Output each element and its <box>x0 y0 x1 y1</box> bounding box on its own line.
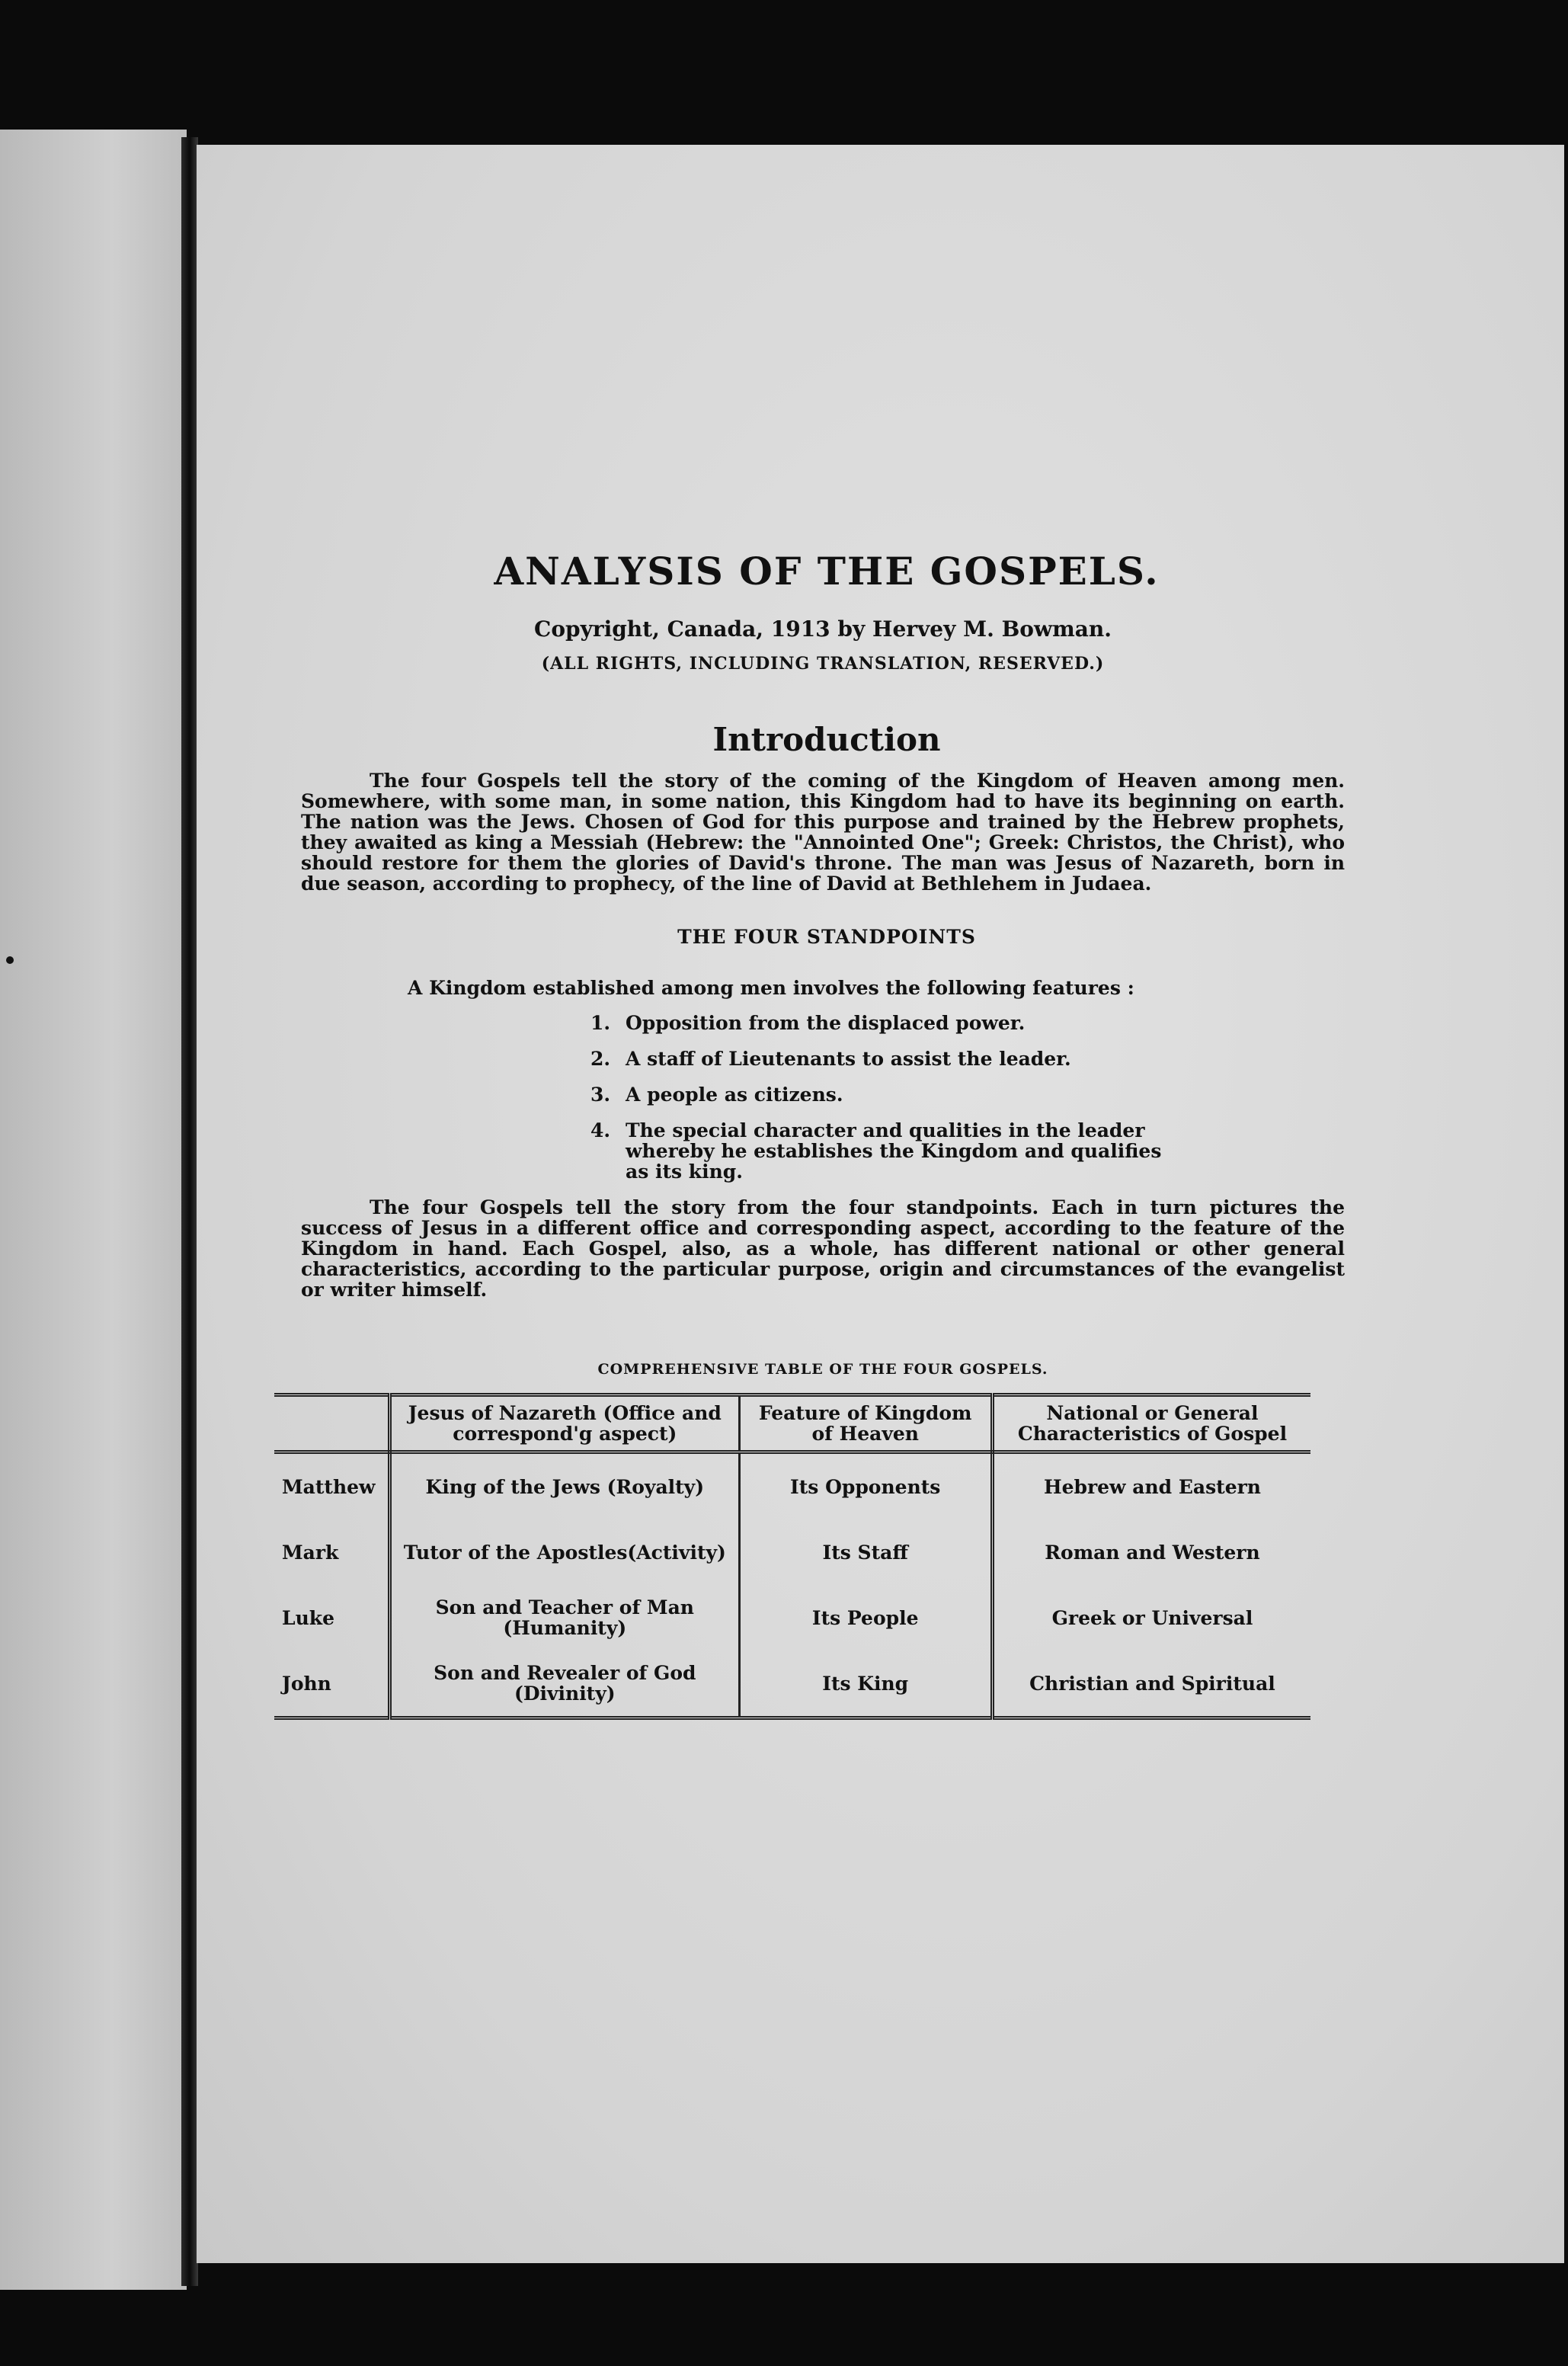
table-header-row <box>274 1395 1310 1452</box>
table-row <box>274 1650 1310 1718</box>
speck <box>6 956 14 964</box>
list-item <box>590 1049 1170 1069</box>
list-text: A people as citizens. <box>626 1084 843 1106</box>
table-cell: King of the Jews (Royalty) <box>390 1452 739 1520</box>
copyright-line: Copyright, Canada, 1913 by Hervey M. Bowman. <box>534 616 1112 642</box>
table-row <box>274 1519 1310 1585</box>
list-number: 3. <box>590 1084 611 1106</box>
list-number: 4. <box>590 1119 611 1141</box>
list-text: A staff of Lieutenants to assist the leader. <box>626 1048 1071 1070</box>
introduction-text: The four Gospels tell the story of the coming of the Kingdom of Heaven among men. Somewhere, with some man, in some nation, this Kingdom had to have its beginning on earth. The nation was the Jews. Chosen of God for this purpose and trained by the Hebrew prophets, they awaited as king a Messiah (Hebrew: the "Annointed One"; Greek: Christos, the Christ), who should restore for them the glories of David's throne. The man was Jesus of Nazareth, born in due season, according to prophecy, of the line of David at Bethlehem in Judaea. <box>301 770 1345 895</box>
list-number: 2. <box>590 1048 611 1070</box>
table-header-cell: Jesus of Nazareth (Office and correspond'g aspect) <box>390 1395 739 1452</box>
table-cell: Matthew <box>274 1452 390 1520</box>
document-title: ANALYSIS OF THE GOSPELS. <box>494 549 1160 594</box>
gospels-table <box>274 1393 1310 1720</box>
table-cell: Its Staff <box>739 1519 992 1585</box>
features-list <box>590 1013 1170 1182</box>
table-cell: Luke <box>274 1585 390 1650</box>
standpoints-paragraph <box>301 1197 1345 1300</box>
left-page-edge <box>0 130 187 2290</box>
table-cell: Son and Revealer of God (Divinity) <box>390 1650 739 1718</box>
list-text: The special character and qualities in the leader whereby he establishes the Kingdom and qualifies as its king. <box>626 1119 1162 1183</box>
introduction-heading: Introduction <box>712 721 941 758</box>
list-text: Opposition from the displaced power. <box>626 1012 1026 1034</box>
gospels-table-wrap <box>274 1393 1310 1720</box>
table-cell: Its People <box>739 1585 992 1650</box>
table-cell: Greek or Universal <box>1051 1606 1253 1629</box>
table-header-cell <box>274 1395 390 1452</box>
list-item <box>590 1120 1170 1182</box>
features-intro: A Kingdom established among men involves the following features : <box>408 977 1134 999</box>
introduction-paragraph <box>301 770 1345 894</box>
table-caption: COMPREHENSIVE TABLE OF THE FOUR GOSPELS. <box>597 1361 1048 1378</box>
list-item <box>590 1013 1170 1033</box>
book-spine <box>181 137 198 2286</box>
list-number: 1. <box>590 1012 611 1034</box>
table-cell: John <box>274 1650 390 1718</box>
table-cell: Hebrew and Eastern <box>1043 1475 1261 1498</box>
table-header-cell: National or General Characteristics of Gospel <box>992 1395 1310 1452</box>
table-cell: Roman and Western <box>1045 1541 1260 1564</box>
table-cell: Its Opponents <box>739 1452 992 1520</box>
table-cell: Tutor of the Apostles(Activity) <box>390 1519 739 1585</box>
table-cell: Its King <box>739 1650 992 1718</box>
table-row <box>274 1452 1310 1520</box>
standpoints-text: The four Gospels tell the story from the four standpoints. Each in turn pictures the success of Jesus in a different office and corresponding aspect, according to the feature of the Kingdom in hand. Each Gospel, also, as a whole, has different national or other general characteristics, according to the particular purpose, origin and circumstances of the evangelist or writer himself. <box>301 1196 1345 1301</box>
table-cell: Mark <box>274 1519 390 1585</box>
table-header-cell: Feature of Kingdom of Heaven <box>739 1395 992 1452</box>
list-item <box>590 1084 1170 1105</box>
table-cell: Christian and Spiritual <box>1029 1672 1275 1695</box>
page-content <box>278 549 1345 1720</box>
table-cell: Son and Teacher of Man (Humanity) <box>390 1585 739 1650</box>
rights-line: (ALL RIGHTS, INCLUDING TRANSLATION, RESERVED.) <box>541 654 1105 674</box>
standpoints-heading: THE FOUR STANDPOINTS <box>677 926 976 948</box>
table-row <box>274 1585 1310 1650</box>
